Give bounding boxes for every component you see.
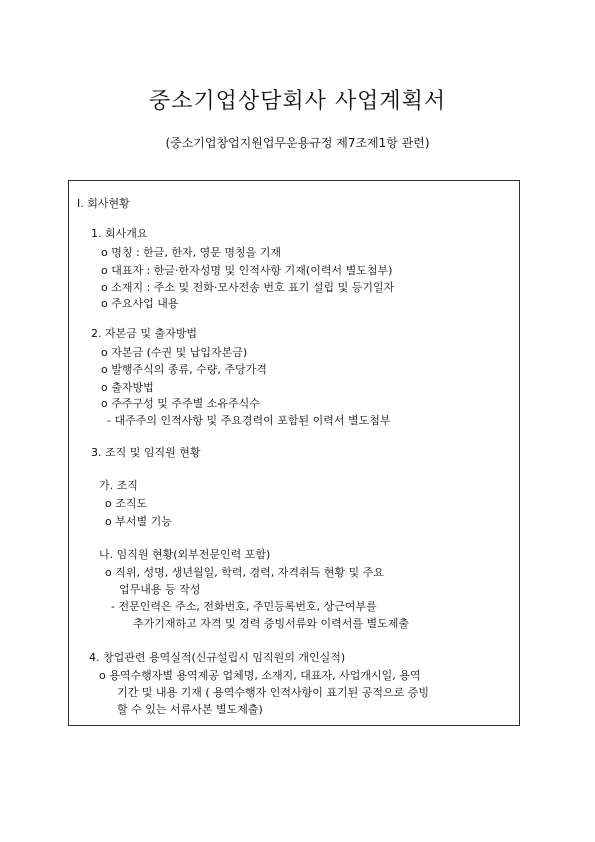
- document-subtitle: (중소기업창업지원업무운용규정 제7조제1항 관련): [165, 136, 430, 150]
- performance-heading: 4. 창업관련 용역실적(신규설립시 임직원의 개인실적): [89, 651, 346, 664]
- list-item: o 주요사업 내용: [101, 297, 179, 310]
- content-box: [68, 180, 520, 726]
- section-heading: Ⅰ. 회사현황: [77, 197, 130, 210]
- company-overview-heading: 1. 회사개요: [91, 227, 148, 240]
- list-item: o 대표자 : 한글·한자성명 및 인적사항 기재(이력서 별도첨부): [101, 264, 393, 277]
- list-item: o 직위, 성명, 생년월일, 학력, 경력, 자격취득 현황 및 주요: [105, 566, 384, 579]
- organization-heading: 3. 조직 및 임직원 현황: [91, 446, 201, 459]
- organization-sub-a-heading: 가. 조직: [99, 479, 138, 492]
- list-item: o 조직도: [105, 497, 148, 510]
- list-item: o 발행주식의 종류, 수량, 주당가격: [101, 363, 267, 376]
- list-item: o 부서별 기능: [105, 515, 172, 528]
- document-title: 중소기업상담회사 사업계획서: [148, 89, 447, 114]
- list-item-continuation: 업무내용 등 작성: [119, 583, 201, 596]
- list-item: o 자본금 (수권 및 납입자본금): [101, 346, 248, 359]
- performance-text: o 용역수행자별 용역제공 업체명, 소재지, 대표자, 사업개시일, 용역: [99, 669, 421, 682]
- organization-sub-b-heading: 나. 임직원 현황(외부전문인력 포함): [99, 548, 271, 561]
- list-item: o 출자방법: [101, 381, 154, 394]
- staff-note: - 전문인력은 주소, 전화번호, 주민등록번호, 상근여부를: [111, 600, 377, 613]
- performance-text-continuation: 기간 및 내용 기재 ( 용역수행자 인적사항이 표기된 공적으로 증빙: [117, 686, 430, 699]
- staff-note-continuation: 추가기재하고 자격 및 경력 증빙서류와 이력서를 별도제출: [133, 617, 410, 630]
- performance-text-continuation: 할 수 있는 서류사본 별도제출): [117, 703, 263, 716]
- list-item: o 주주구성 및 주주별 소유주식수: [101, 397, 260, 410]
- capital-note: - 대주주의 인적사항 및 주요경력이 포함된 이력서 별도첨부: [107, 414, 391, 427]
- list-item: o 명칭 : 한글, 한자, 영문 명칭을 기재: [101, 246, 282, 259]
- capital-heading: 2. 자본금 및 출자방법: [91, 327, 197, 340]
- list-item: o 소재지 : 주소 및 전화·모사전송 번호 표기 설립 및 등기일자: [101, 281, 395, 294]
